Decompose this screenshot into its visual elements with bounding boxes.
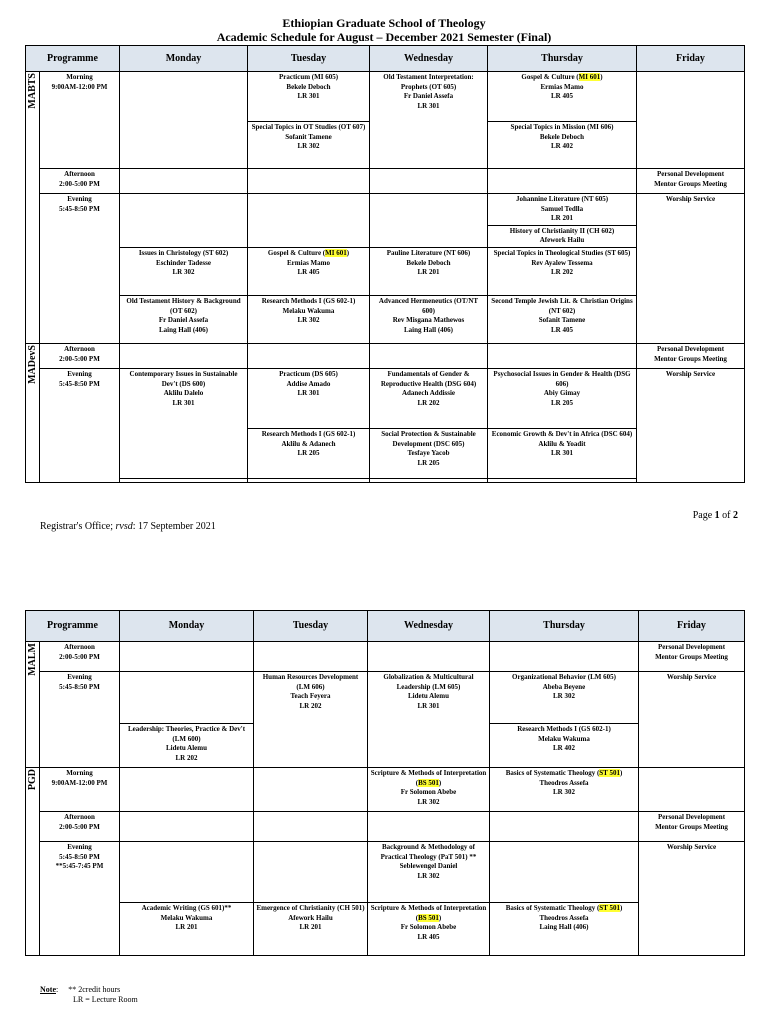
slot-afternoon: Afternoon 2:00-5:00 PM	[40, 642, 120, 672]
col-header-friday: Friday	[639, 611, 745, 642]
table-row	[26, 343, 745, 368]
cell-empty	[490, 642, 639, 672]
cell-empty	[120, 812, 254, 842]
course-cell: Gospel & Culture (MI 601) Ermias Mamo LR 405	[488, 72, 637, 122]
course-cell: Background & Methodology of Practical Theology (PaT 501) ** Seblewengel Daniel LR 302	[368, 842, 490, 903]
cell-empty	[370, 343, 488, 368]
course-cell: Second Temple Jewish Lit. & Christian Origins (NT 602) Sofanit Tamene LR 405	[488, 295, 637, 343]
course-cell: Globalization & Multicultural Leadership (LM 605) Lidetu Alemu LR 301	[368, 672, 490, 768]
friday-pdmg: Personal Development Mentor Groups Meeting	[639, 812, 745, 842]
footnote: Note: ** 2credit hours LR = Lecture Room	[40, 985, 138, 1004]
col-header-friday: Friday	[637, 46, 745, 72]
cell-empty	[488, 343, 637, 368]
page-number: Page 1 of 2	[692, 510, 738, 521]
cell-empty	[248, 343, 370, 368]
cell-empty	[120, 642, 254, 672]
cell-empty	[370, 478, 488, 482]
course-cell: Advanced Hermeneutics (OT/NT 600) Rev Misgana Mathewos Laing Hall (406)	[370, 295, 488, 343]
cell-empty	[254, 842, 368, 903]
cell-empty	[368, 642, 490, 672]
course-cell: Contemporary Issues in Sustainable Dev't (DS 600) Aklilu Dalelo LR 301	[120, 368, 248, 478]
program-malm: MALM	[26, 642, 40, 768]
col-header-tuesday: Tuesday	[248, 46, 370, 72]
course-cell: Economic Growth & Dev't in Africa (DSC 604) Aklilu & Yoadit LR 301	[488, 428, 637, 478]
course-cell: Scripture & Methods of Interpretation (BS 501) Fr Solomon Abebe LR 405	[368, 903, 490, 956]
cell-empty	[120, 343, 248, 368]
course-cell: Research Methods I (GS 602-1) Melaku Wakuma LR 302	[248, 295, 370, 343]
cell-empty	[254, 642, 368, 672]
table-row	[26, 672, 745, 724]
table-row	[26, 642, 745, 672]
col-header-wednesday: Wednesday	[370, 46, 488, 72]
course-cell: Emergence of Christianity (CH 501) Afework Hailu LR 201	[254, 903, 368, 956]
course-cell: Old Testament Interpretation: Prophets (OT 605) Fr Daniel Assefa LR 301	[370, 72, 488, 169]
friday-pdmg: Personal Development Mentor Groups Meeting	[639, 642, 745, 672]
cell-empty	[120, 169, 248, 194]
table-row	[26, 768, 745, 812]
course-cell: Scripture & Methods of Interpretation (BS 501) Fr Solomon Abebe LR 302	[368, 768, 490, 812]
cell-empty	[120, 478, 248, 482]
cell-empty	[120, 72, 248, 169]
course-cell: Pauline Literature (NT 606) Bekele Deboch LR 201	[370, 247, 488, 295]
course-cell: Special Topics in Theological Studies (ST 605) Rev Ayalew Tessema LR 202	[488, 247, 637, 295]
cell-empty	[254, 812, 368, 842]
course-cell: Basics of Systematic Theology (ST 501) Theodros Assefa Laing Hall (406)	[490, 903, 639, 956]
col-header-wednesday: Wednesday	[368, 611, 490, 642]
course-cell: Fundamentals of Gender & Reproductive Health (DSG 604) Adanech Addissie LR 202	[370, 368, 488, 428]
col-header-programme: Programme	[26, 46, 120, 72]
cell-empty	[120, 194, 248, 248]
col-header-thursday: Thursday	[490, 611, 639, 642]
friday-worship: Worship Service	[637, 368, 745, 482]
program-mabts: MABTS	[26, 72, 40, 344]
table-row	[26, 194, 745, 226]
slot-afternoon: Afternoon 2:00-5:00 PM	[40, 169, 120, 194]
slot-evening: Evening 5:45-8:50 PM	[40, 194, 120, 344]
col-header-monday: Monday	[120, 46, 248, 72]
course-cell: Johannine Literature (NT 605) Samuel Tedlla LR 201	[488, 194, 637, 226]
table-row	[26, 368, 745, 428]
slot-morning: Morning 9:00AM-12:00 PM	[40, 72, 120, 169]
cell-empty	[254, 768, 368, 812]
school-name: Ethiopian Graduate School of Theology	[282, 16, 486, 30]
course-cell: Social Protection & Sustainable Development (DSC 605) Tesfaye Yacob LR 205	[370, 428, 488, 478]
table-row	[26, 72, 745, 122]
cell-empty	[120, 768, 254, 812]
table-row	[26, 812, 745, 842]
course-cell: Organizational Behavior (LM 605) Abeba Beyene LR 302	[490, 672, 639, 724]
course-cell: Practicum (DS 605) Addise Amado LR 301	[248, 368, 370, 428]
col-header-thursday: Thursday	[488, 46, 637, 72]
friday-pdmg: Personal Development Mentor Groups Meeting	[637, 343, 745, 368]
friday-worship: Worship Service	[639, 672, 745, 768]
course-cell: Human Resources Development (LM 606) Teach Feyera LR 202	[254, 672, 368, 768]
registrar-note: Registrar's Office; rvsd: 17 September 2021	[40, 521, 216, 532]
col-header-programme: Programme	[26, 611, 120, 642]
course-cell: Research Methods I (GS 602-1) Melaku Wakuma LR 402	[490, 724, 639, 768]
slot-evening: Evening 5:45-8:50 PM	[40, 368, 120, 482]
course-cell: Special Topics in OT Studies (OT 607) Sofanit Tamene LR 302	[248, 122, 370, 169]
course-cell: Research Methods I (GS 602-1) Aklilu & Adanech LR 205	[248, 428, 370, 478]
slot-afternoon: Afternoon 2:00-5:00 PM	[40, 343, 120, 368]
cell-empty	[248, 194, 370, 248]
table-row	[26, 169, 745, 194]
cell-empty	[248, 169, 370, 194]
table-row	[26, 903, 745, 956]
col-header-monday: Monday	[120, 611, 254, 642]
course-cell: Basics of Systematic Theology (ST 501) Theodros Assefa LR 302	[490, 768, 639, 812]
slot-evening: Evening 5:45-8:50 PM	[40, 672, 120, 768]
cell-empty	[488, 169, 637, 194]
schedule-table-page-1	[25, 45, 745, 483]
cell-empty	[368, 812, 490, 842]
program-madevs: MADevS	[26, 343, 40, 482]
course-cell: Academic Writing (GS 601)** Melaku Wakuma LR 201	[120, 903, 254, 956]
course-cell: Old Testament History & Background (OT 602) Fr Daniel Assefa Laing Hall (406)	[120, 295, 248, 343]
schedule-table-page-2	[25, 610, 745, 956]
cell-empty	[120, 672, 254, 724]
course-cell: Psychosocial Issues in Gender & Health (DSG 606) Abiy Gimay LR 205	[488, 368, 637, 428]
slot-evening: Evening 5:45-8:50 PM **5:45-7:45 PM	[40, 842, 120, 956]
cell-empty	[370, 169, 488, 194]
friday-worship: Worship Service	[639, 842, 745, 956]
cell-empty	[490, 812, 639, 842]
cell-empty	[488, 478, 637, 482]
friday-worship: Worship Service	[637, 194, 745, 344]
course-cell: History of Christianity II (CH 602) Afework Hailu	[488, 225, 637, 247]
schedule-title: Academic Schedule for August – December 2021 Semester (Final)	[216, 30, 552, 44]
cell-empty	[370, 194, 488, 248]
course-cell: Leadership: Theories, Practice & Dev't (LM 600) Lidetu Alemu LR 202	[120, 724, 254, 768]
cell-empty	[248, 478, 370, 482]
table-row	[26, 842, 745, 903]
cell-empty	[639, 768, 745, 812]
cell-empty	[637, 72, 745, 169]
cell-empty	[120, 842, 254, 903]
header-row	[26, 46, 745, 72]
col-header-tuesday: Tuesday	[254, 611, 368, 642]
header-row	[26, 611, 745, 642]
course-cell: Practicum (MI 605) Bekele Deboch LR 301	[248, 72, 370, 122]
friday-pdmg: Personal Development Mentor Groups Meeting	[637, 169, 745, 194]
cell-empty	[490, 842, 639, 903]
course-cell: Gospel & Culture (MI 601) Ermias Mamo LR 405	[248, 247, 370, 295]
program-pgd: PGD	[26, 768, 40, 956]
course-cell: Issues in Christology (ST 602) Eschinder Tadesse LR 302	[120, 247, 248, 295]
course-cell: Special Topics in Mission (MI 606) Bekele Deboch LR 402	[488, 122, 637, 169]
slot-morning: Morning 9:00AM-12:00 PM	[40, 768, 120, 812]
slot-afternoon: Afternoon 2:00-5:00 PM	[40, 812, 120, 842]
